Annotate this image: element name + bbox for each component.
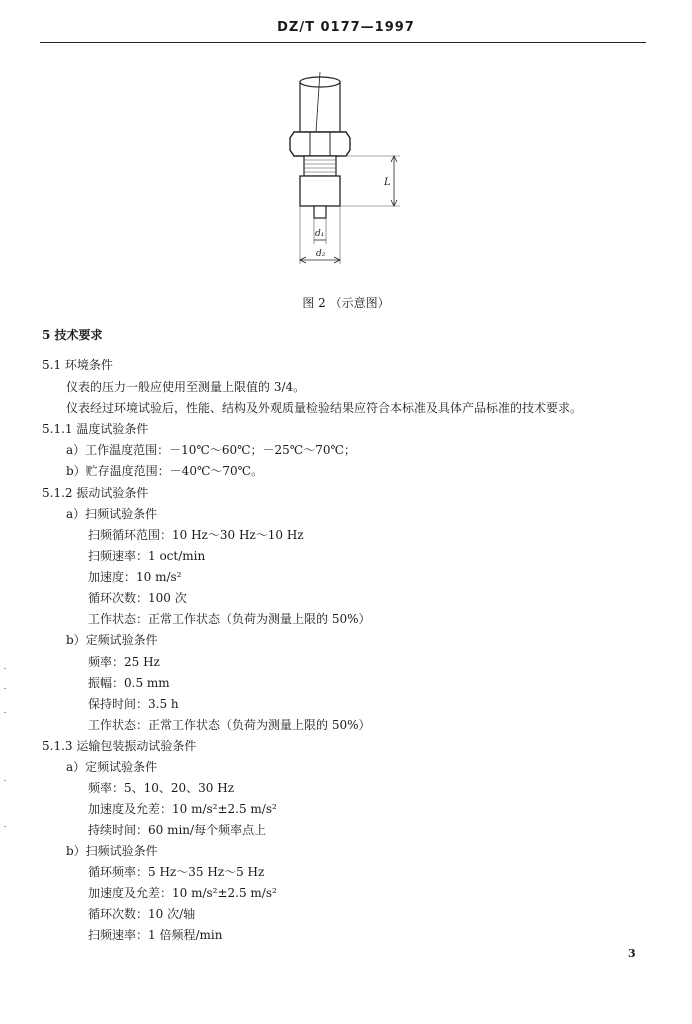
section-5-1-1-heading: 5.1.1 温度试验条件 (42, 422, 149, 436)
page-number: 3 (628, 947, 636, 960)
list-item: 持续时间：60 min/每个频率点上 (88, 823, 267, 837)
paragraph: 仪表的压力一般应使用至测量上限值的 3/4。 (66, 380, 306, 394)
paragraph: 仪表经过环境试验后，性能、结构及外观质量检验结果应符合本标准及具体产品标准的技术要求。 (66, 401, 583, 415)
list-item: 循环次数：10 次/轴 (88, 907, 196, 921)
header-rule (40, 42, 646, 43)
list-item: 扫频速率：1 倍频程/min (88, 928, 223, 942)
list-item: 循环频率：5 Hz～35 Hz～5 Hz (88, 865, 265, 879)
list-item: 加速度及允差：10 m/s²±2.5 m/s² (88, 886, 277, 900)
section-5-1-3-heading: 5.1.3 运输包装振动试验条件 (42, 739, 197, 753)
list-item: 加速度：10 m/s² (88, 570, 182, 584)
section-5-1-2-heading: 5.1.2 振动试验条件 (42, 486, 149, 500)
scan-edge-mark (4, 712, 6, 713)
list-item: 工作状态：正常工作状态（负荷为测量上限的 50%） (88, 612, 371, 626)
list-item: 保持时间：3.5 h (88, 697, 179, 711)
section-5-heading: 5 技术要求 (42, 328, 103, 342)
list-item: 扫频循环范围：10 Hz～30 Hz～10 Hz (88, 528, 304, 542)
hex-nut (290, 132, 350, 156)
sensor-cable (300, 82, 340, 132)
subsection-heading: a）定频试验条件 (66, 760, 158, 774)
list-item: a）工作温度范围：－10℃～60℃；－25℃～70℃； (66, 443, 356, 457)
subsection-heading: a）扫频试验条件 (66, 507, 158, 521)
list-item: 工作状态：正常工作状态（负荷为测量上限的 50%） (88, 718, 371, 732)
thread-section (304, 156, 336, 176)
dimension-d1-label: d₁ (315, 229, 325, 239)
scan-edge-mark (4, 780, 6, 781)
scan-edge-mark (4, 688, 6, 689)
dimension-L-label: L (384, 177, 391, 188)
section-5-1-heading: 5.1 环境条件 (42, 358, 113, 372)
list-item: 循环次数：100 次 (88, 591, 187, 605)
list-item: 频率：5、10、20、30 Hz (88, 781, 235, 795)
list-item: 加速度及允差：10 m/s²±2.5 m/s² (88, 802, 277, 816)
running-header: DZ/T 0177—1997 (277, 20, 415, 35)
list-item: b）贮存温度范围：－40℃～70℃。 (66, 464, 264, 478)
cable-end (300, 77, 340, 87)
scan-edge-mark (4, 826, 6, 827)
list-item: 频率：25 Hz (88, 655, 160, 669)
list-item: 扫频速率：1 oct/min (88, 549, 206, 563)
scan-edge-mark (4, 668, 6, 669)
list-item: 振幅：0.5 mm (88, 676, 170, 690)
subsection-heading: b）扫频试验条件 (66, 844, 158, 858)
figure-caption: 图 2 （示意图） (302, 296, 390, 310)
subsection-heading: b）定频试验条件 (66, 633, 158, 647)
sensor-body (300, 176, 340, 206)
sensing-tip (314, 206, 326, 218)
sensor-schematic-figure (280, 72, 420, 272)
dimension-d2-label: d₂ (316, 249, 326, 259)
